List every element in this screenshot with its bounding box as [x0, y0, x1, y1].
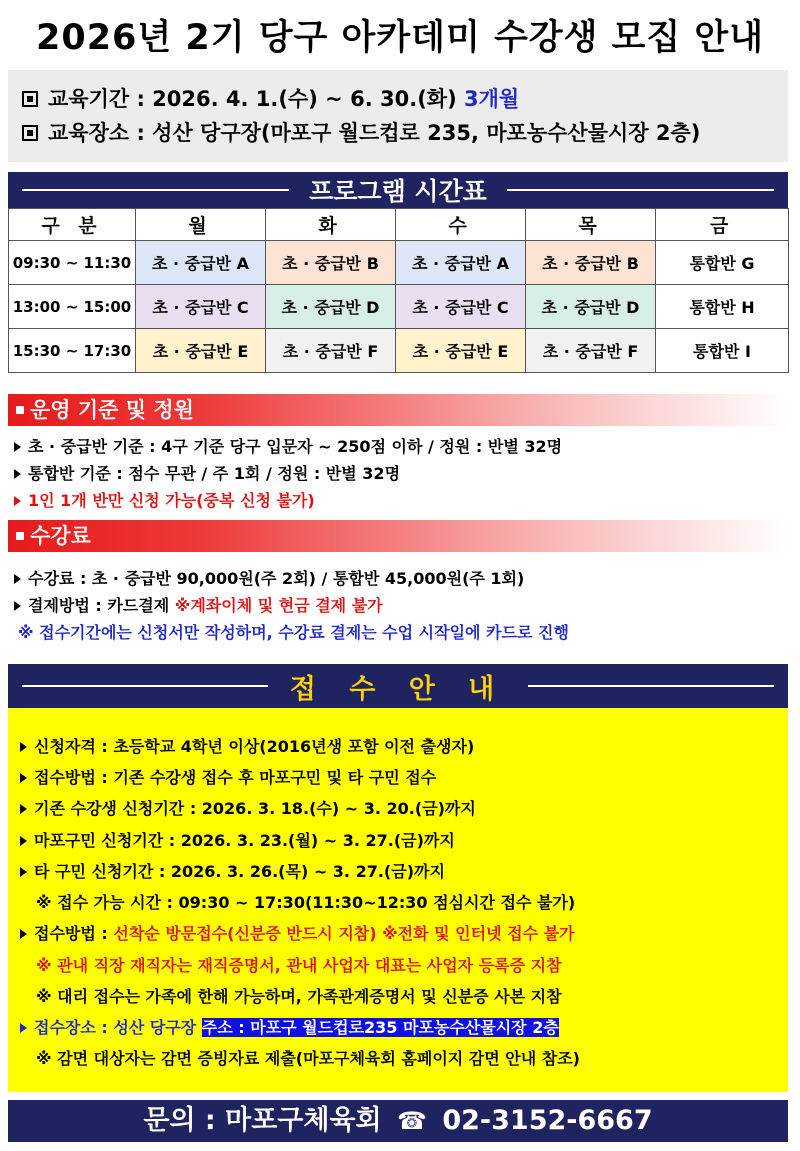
telephone-icon: ☎: [397, 1107, 427, 1135]
list-item: 통합반 기준 : 점수 무관 / 주 1회 / 정원 : 반별 32명: [14, 461, 400, 484]
info-box: [8, 70, 788, 162]
list-item: 접수방법 : 선착순 방문접수(신분증 반드시 지참) ※전화 및 인터넷 접수 불가: [20, 921, 575, 944]
triangle-bullet-icon: [14, 601, 21, 611]
list-item: 1인 1개 반만 신청 가능(중복 신청 불가): [14, 488, 315, 511]
triangle-bullet-icon: [20, 929, 27, 939]
divider: [22, 685, 268, 687]
class-cell: 초 · 중급반 E: [396, 329, 526, 373]
triangle-bullet-icon: [20, 742, 27, 752]
time-cell: 13:00 ~ 15:00: [9, 285, 136, 329]
class-cell: 통합반 I: [656, 329, 789, 373]
contact-footer: 문의 : 마포구체육회 ☎ 02-3152-6667: [8, 1100, 788, 1142]
address-highlight: 주소 : 마포구 월드컵로235 마포농수산물시장 2층: [201, 1018, 559, 1037]
divider: [528, 685, 774, 687]
fee-note: ※ 접수기간에는 신청서만 작성하며, 수강료 결제는 수업 시작일에 카드로 진행: [18, 623, 569, 642]
phone-number: 02-3152-6667: [442, 1105, 653, 1136]
list-item: 기존 수강생 신청기간 : 2026. 3. 18.(수) ~ 3. 20.(금)까지: [20, 796, 476, 819]
table-row: [9, 241, 789, 285]
triangle-bullet-icon: [20, 867, 27, 877]
class-cell: 초 · 중급반 F: [266, 329, 396, 373]
column-header: 목: [526, 209, 656, 241]
square-bullet-icon: [22, 91, 38, 107]
triangle-bullet-icon: [14, 442, 21, 452]
triangle-bullet-icon: [20, 773, 27, 783]
table-header-row: [9, 209, 789, 241]
page-title: 2026년 2기 당구 아카데미 수강생 모집 안내: [35, 18, 765, 58]
schedule-header: 프로그램 시간표: [8, 172, 788, 208]
class-cell: 통합반 H: [656, 285, 789, 329]
class-cell: 초 · 중급반 D: [266, 285, 396, 329]
note-time: ※ 접수 가능 시간 : 09:30 ~ 17:30(11:30~12:30 점심시간 접수 불가): [36, 893, 576, 912]
square-bullet-icon: [16, 406, 24, 414]
education-place: 교육장소 : 성산 당구장(마포구 월드컵로 235, 마포농수산물시장 2층): [22, 116, 774, 150]
column-header: 구 분: [9, 209, 136, 241]
education-period: 교육기간 : 2026. 4. 1.(수) ~ 6. 30.(화) 3개월: [22, 82, 774, 116]
class-cell: 초 · 중급반 D: [526, 285, 656, 329]
list-item: 타 구민 신청기간 : 2026. 3. 26.(목) ~ 3. 27.(금)까지: [20, 859, 445, 882]
reception-header: 접 수 안 내: [8, 664, 788, 708]
reception-box: [8, 708, 788, 1092]
square-bullet-icon: [16, 532, 24, 540]
time-cell: 09:30 ~ 11:30: [9, 241, 136, 285]
list-item: 마포구민 신청기간 : 2026. 3. 23.(월) ~ 3. 27.(금)까지: [20, 828, 455, 851]
triangle-bullet-icon: [14, 496, 21, 506]
column-header: 금: [656, 209, 789, 241]
note-work: ※ 관내 직장 재직자는 재직증명서, 관내 사업자 대표는 사업자 등록증 지참: [36, 956, 562, 975]
schedule-table: [8, 208, 789, 373]
class-cell: 초 · 중급반 A: [136, 241, 266, 285]
list-item: 접수방법 : 기존 수강생 접수 후 마포구민 및 타 구민 접수: [20, 765, 436, 788]
divider: [22, 189, 289, 191]
list-item: 접수장소 : 성산 당구장 주소 : 마포구 월드컵로235 마포농수산물시장 2층: [20, 1015, 559, 1038]
fee-header: 수강료: [8, 520, 788, 552]
note-proxy: ※ 대리 접수는 가족에 한해 가능하며, 가족관계증명서 및 신분증 사본 지참: [36, 987, 562, 1006]
triangle-bullet-icon: [20, 836, 27, 846]
triangle-bullet-icon: [14, 574, 21, 584]
triangle-bullet-icon: [20, 804, 27, 814]
divider: [507, 189, 774, 191]
class-cell: 초 · 중급반 C: [136, 285, 266, 329]
class-cell: 통합반 G: [656, 241, 789, 285]
class-cell: 초 · 중급반 B: [526, 241, 656, 285]
triangle-bullet-icon: [20, 1023, 27, 1033]
class-cell: 초 · 중급반 B: [266, 241, 396, 285]
list-item: 수강료 : 초 · 중급반 90,000원(주 2회) / 통합반 45,000원(주 1회): [14, 566, 524, 589]
class-cell: 초 · 중급반 E: [136, 329, 266, 373]
time-cell: 15:30 ~ 17:30: [9, 329, 136, 373]
list-item: 신청자격 : 초등학교 4학년 이상(2016년생 포함 이전 출생자): [20, 734, 474, 757]
triangle-bullet-icon: [14, 469, 21, 479]
column-header: 수: [396, 209, 526, 241]
class-cell: 초 · 중급반 A: [396, 241, 526, 285]
column-header: 월: [136, 209, 266, 241]
square-bullet-icon: [22, 125, 38, 141]
class-cell: 초 · 중급반 C: [396, 285, 526, 329]
period-duration: 3개월: [463, 87, 520, 111]
column-header: 화: [266, 209, 396, 241]
list-item: 결제방법 : 카드결제 ※계좌이체 및 현금 결제 불가: [14, 593, 383, 616]
note-discount: ※ 감면 대상자는 감면 증빙자료 제출(마포구체육회 홈페이지 감면 안내 참조): [36, 1049, 580, 1068]
class-cell: 초 · 중급반 F: [526, 329, 656, 373]
table-row: [9, 329, 789, 373]
list-item: 초 · 중급반 기준 : 4구 기준 당구 입문자 ~ 250점 이하 / 정원 : 반별 32명: [14, 434, 562, 457]
table-row: [9, 285, 789, 329]
operation-header: 운영 기준 및 정원: [8, 394, 788, 426]
